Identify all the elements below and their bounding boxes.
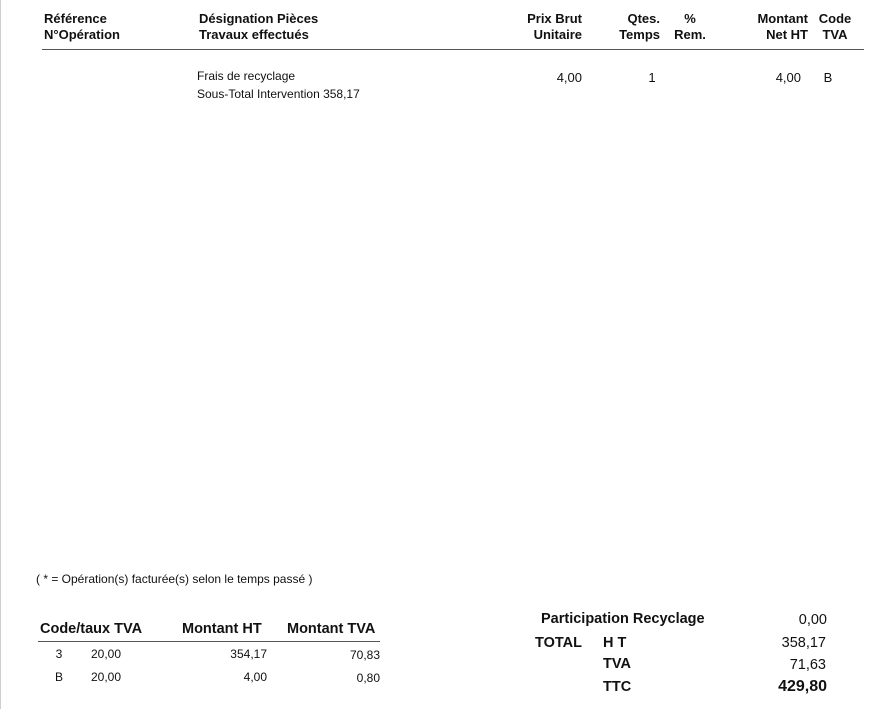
col-prix-header bbox=[500, 11, 582, 43]
vat-row-taux: 20,00 bbox=[91, 647, 122, 661]
vat-row-code: 3 bbox=[55, 647, 63, 661]
total-ttc-label: TTC bbox=[603, 679, 632, 695]
total-ht-label: H T bbox=[603, 635, 627, 651]
col-designation-header bbox=[199, 11, 318, 43]
col-designation-label: Désignation Pièces bbox=[199, 11, 319, 26]
col-montant-header bbox=[730, 11, 808, 43]
vat-row-ht: 4,00 bbox=[243, 670, 267, 684]
participation-recyclage-value: 0,00 bbox=[798, 612, 827, 628]
vat-code-header: Code/taux TVA bbox=[40, 621, 143, 637]
total-ttc-value: 429,80 bbox=[778, 678, 827, 695]
col-reference-header bbox=[44, 11, 120, 43]
col-operation-label: N°Opération bbox=[44, 27, 120, 42]
col-code-header bbox=[814, 11, 856, 43]
col-percent-label: % bbox=[684, 11, 696, 26]
col-qtes-header bbox=[600, 11, 660, 43]
col-code-label: Code bbox=[818, 11, 852, 26]
total-label: TOTAL bbox=[535, 635, 582, 651]
total-tva-value: 71,63 bbox=[789, 657, 826, 673]
col-prix-label: Prix Brut bbox=[527, 11, 582, 26]
col-montant-label: Montant bbox=[757, 11, 808, 26]
col-temps-label: Temps bbox=[619, 27, 660, 42]
col-qtes-label: Qtes. bbox=[627, 11, 660, 26]
vat-row-ht: 354,17 bbox=[230, 647, 267, 661]
col-remise-header bbox=[673, 11, 707, 43]
vat-row-tva: 0,80 bbox=[356, 671, 380, 685]
vat-row-tva: 70,83 bbox=[349, 648, 380, 662]
col-tva-label: TVA bbox=[822, 27, 848, 42]
col-rem-label: Rem. bbox=[674, 27, 706, 42]
vat-divider bbox=[38, 641, 380, 642]
col-travaux-label: Travaux effectués bbox=[199, 27, 309, 42]
vat-row-taux: 20,00 bbox=[91, 670, 122, 684]
header-divider bbox=[42, 49, 864, 50]
vat-tva-header: Montant TVA bbox=[287, 621, 376, 637]
col-unitaire-label: Unitaire bbox=[533, 27, 582, 42]
participation-recyclage-label: Participation Recyclage bbox=[541, 611, 705, 627]
line-montant: 4,00 bbox=[775, 70, 801, 85]
page-left-edge bbox=[0, 0, 1, 709]
line-code-tva: B bbox=[823, 70, 833, 85]
col-reference-label: Référence bbox=[44, 11, 107, 26]
vat-ht-header: Montant HT bbox=[182, 621, 262, 637]
line-quantite: 1 bbox=[648, 70, 656, 85]
line-designation: Frais de recyclage bbox=[197, 69, 296, 83]
billing-note: ( * = Opération(s) facturée(s) selon le temps passé ) bbox=[36, 572, 313, 586]
total-ht-value: 358,17 bbox=[781, 635, 826, 651]
subtotal-intervention: Sous-Total Intervention 358,17 bbox=[197, 87, 360, 101]
total-tva-label: TVA bbox=[603, 656, 631, 672]
col-netht-label: Net HT bbox=[766, 27, 808, 42]
line-prix: 4,00 bbox=[556, 70, 582, 85]
vat-row-code: B bbox=[54, 670, 63, 684]
